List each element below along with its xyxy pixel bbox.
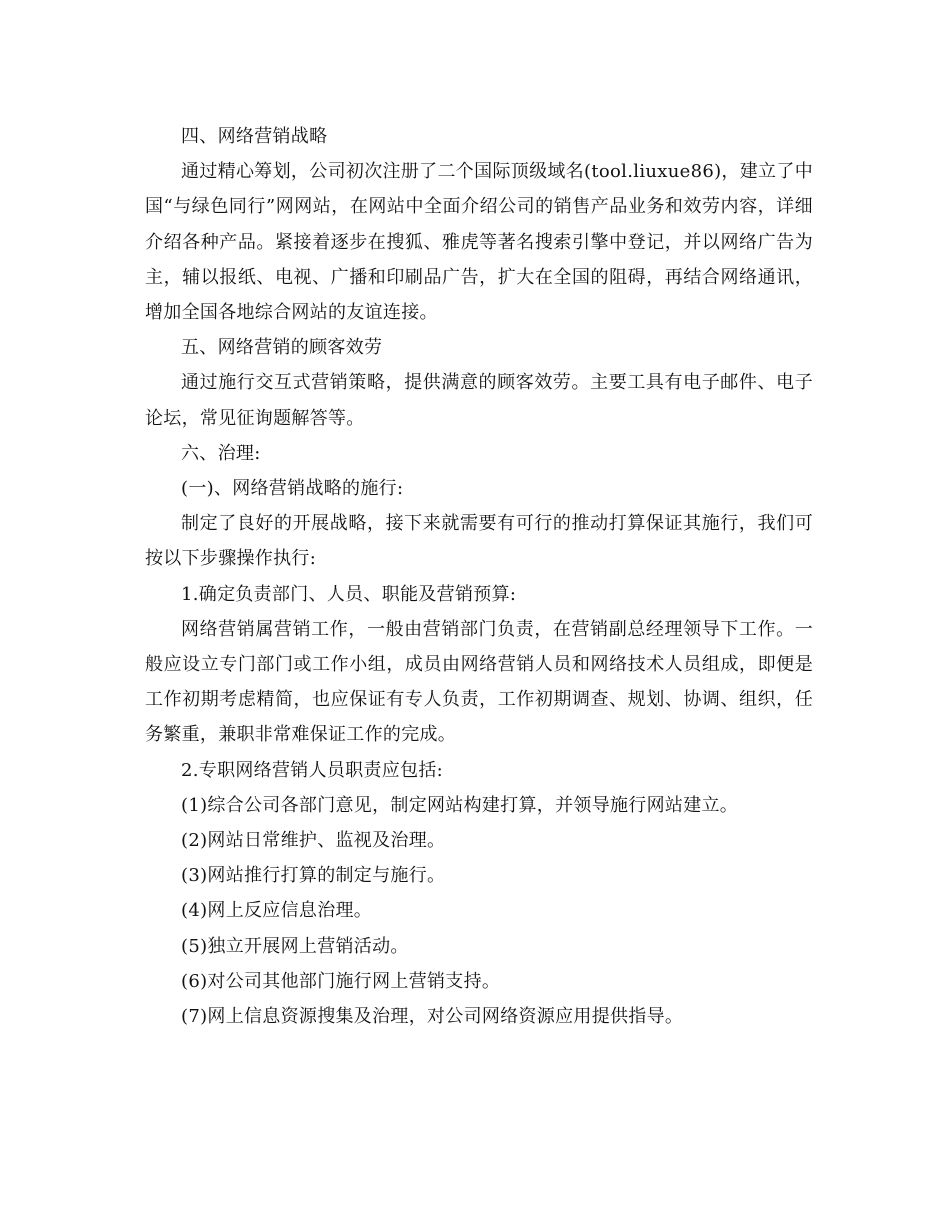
list-item: (2)网站日常维护、监视及治理。 xyxy=(181,830,446,852)
list-item: (4)网上反应信息治理。 xyxy=(181,900,373,922)
list-item: (6)对公司其他部门施行网上营销支持。 xyxy=(181,970,501,992)
paragraph-domain-registration: 通过精心筹划，公司初次注册了二个国际顶级域名(tool.liuxue86)，建立了中国“与绿色同行”网网站，在网站中全面介绍公司的销售产品业务和效劳内容，详细介绍各种产品。紧接着逐步在搜狐、雅虎等著名搜索引擎中登记，并以网络广告为主，辅以报纸、电视、广播和印刷品广告，扩大在全国的阻碍，再结合网络通讯，增加全国各地综合网站的友谊连接。 xyxy=(145,161,813,324)
list-item: (7)网上信息资源搜集及治理，对公司网络资源应用提供指导。 xyxy=(181,1006,684,1028)
list-item: (5)独立开展网上营销活动。 xyxy=(181,935,409,957)
step-heading-duties: 2.专职网络营销人员职责应包括: xyxy=(181,759,444,781)
section-heading-strategy: 四、网络营销战略 xyxy=(181,126,328,147)
paragraph-implementation-plan: 制定了良好的开展战略，接下来就需要有可行的推动打算保证其施行，我们可按以下步骤操作执行: xyxy=(145,513,813,570)
step-heading-responsibility: 1.确定负责部门、人员、职能及营销预算: xyxy=(181,583,517,605)
document-body xyxy=(145,119,813,1034)
section-heading-management: 六、治理: xyxy=(181,442,261,464)
subsection-heading-implementation: (一)、网络营销战略的施行: xyxy=(181,478,404,500)
list-item: (1)综合公司各部门意见，制定网站构建打算，并领导施行网站建立。 xyxy=(181,794,739,816)
list-item: (3)网站推行打算的制定与施行。 xyxy=(181,865,446,887)
paragraph-interactive-marketing: 通过施行交互式营销策略，提供满意的顾客效劳。主要工具有电子邮件、电子论坛，常见征询题解答等。 xyxy=(145,372,813,429)
paragraph-department-setup: 网络营销属营销工作，一般由营销部门负责，在营销副总经理领导下工作。一般应设立专门部门或工作小组，成员由网络营销人员和网络技术人员组成，即便是工作初期考虑精简，也应保证有专人负责，工作初期调查、规划、协调、组织，任务繁重，兼职非常难保证工作的完成。 xyxy=(145,618,813,746)
section-heading-customer-service: 五、网络营销的顾客效劳 xyxy=(181,337,383,359)
